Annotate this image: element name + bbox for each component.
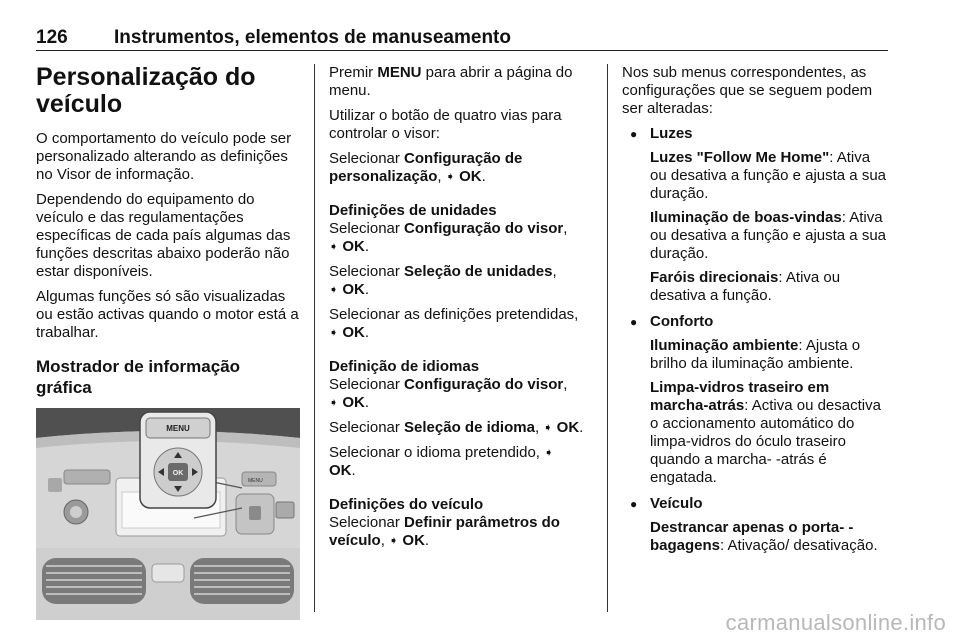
subsection-title: Definições de unidades — [329, 202, 497, 219]
column-divider — [314, 64, 315, 612]
chapter-title: Instrumentos, elementos de manuseamento — [114, 27, 511, 48]
section-heading: Personalização do veículo — [36, 63, 256, 118]
column-2 — [329, 64, 593, 557]
category-title: Veículo — [650, 495, 703, 512]
paragraph: Selecionar Seleção de unidades, ➧ OK. — [329, 263, 557, 298]
paragraph: Definições de unidades Selecionar Configuração do visor, ➧ OK. — [329, 202, 568, 255]
column-1 — [36, 64, 300, 620]
list-item: ● Luzes Luzes "Follow Me Home": Ativa ou desativa a função e ajusta a sua duração. Iluminação de boas-vindas: Ativa ou desativa a função e ajusta a sua duração. Faróis direcionais: Ativa ou desativa a função. — [622, 125, 888, 305]
arrow-icon: ➧ — [329, 327, 339, 339]
arrow-icon: ➧ — [329, 397, 339, 409]
settings-list — [622, 125, 888, 555]
menu-button-small-label: MENU — [248, 478, 263, 484]
subsection-title: Definições do veículo — [329, 496, 484, 513]
arrow-icon: ➧ — [329, 284, 339, 296]
subsection-title: Definição de idiomas — [329, 358, 480, 375]
arrow-icon: ➧ — [445, 171, 455, 183]
arrow-icon: ➧ — [329, 241, 339, 253]
paragraph: Selecionar as definições pretendidas, ➧ OK. — [329, 306, 579, 341]
column-3 — [622, 64, 888, 563]
subsection-heading: Mostrador de informação gráfica — [36, 357, 241, 397]
paragraph: O comportamento do veículo pode ser personalizado alterando as definições no Visor de informação. — [36, 130, 292, 183]
column-divider — [607, 64, 608, 612]
paragraph: Definição de idiomas Selecionar Configuração do visor, ➧ OK. — [329, 358, 568, 411]
paragraph: Nos sub menus correspondentes, as configurações que se seguem podem ser alteradas: — [622, 64, 873, 117]
menu-button-label: MENU — [166, 424, 190, 433]
paragraph: Dependendo do equipamento do veículo e das regulamentações específicas de cada país algumas das funções descritas abaixo poderão não estar disponíveis. — [36, 191, 291, 280]
watermark: carmanualsonline.info — [725, 610, 946, 635]
paragraph: Premir MENU para abrir a página do menu. — [329, 64, 573, 99]
paragraph: Selecionar Seleção de idioma, ➧ OK. — [329, 419, 584, 436]
paragraph: Selecionar Configuração de personalização, ➧ OK. — [329, 150, 523, 185]
arrow-icon: ➧ — [544, 447, 554, 459]
paragraph: Algumas funções só são visualizadas ou estão activas quando o motor está a trabalhar. — [36, 288, 299, 341]
dashboard-illustration — [36, 408, 300, 620]
category-title: Conforto — [650, 313, 714, 330]
paragraph: Selecionar o idioma pretendido, ➧ OK. — [329, 444, 554, 479]
list-item: ● Conforto Iluminação ambiente: Ajusta o brilho da iluminação ambiente. Limpa-vidros traseiro em marcha-atrás: Activa ou desactiva o accionamento automático do limpa-vidros do óculo traseiro quando a marcha- -atrás é engatada. — [622, 313, 888, 487]
arrow-icon: ➧ — [543, 422, 553, 434]
page-number: 126 — [36, 27, 68, 48]
ok-button-label: OK — [172, 470, 184, 477]
page-header — [36, 26, 888, 51]
arrow-icon: ➧ — [389, 535, 399, 547]
paragraph: Utilizar o botão de quatro vias para controlar o visor: — [329, 107, 562, 142]
paragraph: Definições do veículo Selecionar Definir parâmetros do veículo, ➧ OK. — [329, 496, 560, 549]
category-title: Luzes — [650, 125, 693, 142]
menu-key-label: MENU — [377, 64, 422, 81]
list-item: ● Veículo Destrancar apenas o porta- -bagagens: Ativação/ desativação. — [622, 495, 888, 555]
